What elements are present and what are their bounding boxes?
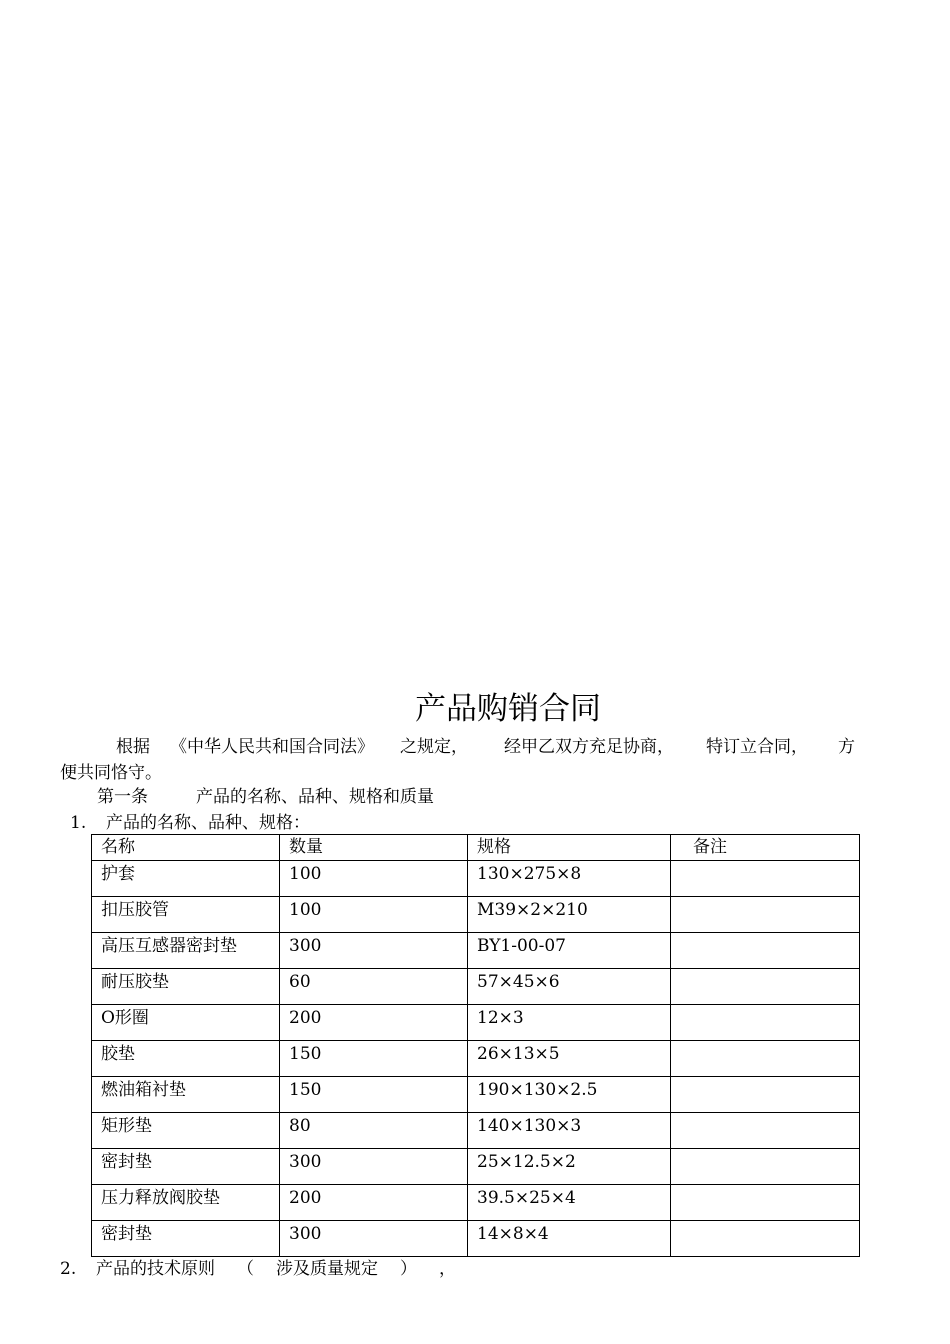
cell-name: 护套 [92, 861, 280, 897]
cell-note [671, 1113, 860, 1149]
cell-note [671, 1077, 860, 1113]
cell-spec: 130×275×8 [468, 861, 671, 897]
cell-spec: 140×130×3 [468, 1113, 671, 1149]
cell-name: 密封垫 [92, 1221, 280, 1257]
cell-name: 胶垫 [92, 1041, 280, 1077]
item-2-comma: ， [439, 1259, 456, 1279]
article-number: 第一条 [97, 787, 148, 807]
cell-quantity: 150 [280, 1041, 468, 1077]
cell-name: 矩形垫 [92, 1113, 280, 1149]
item-2-heading [60, 1256, 456, 1282]
cell-quantity: 150 [280, 1077, 468, 1113]
table-header-row [92, 835, 860, 861]
cell-quantity: 300 [280, 933, 468, 969]
cell-spec: 14×8×4 [468, 1221, 671, 1257]
cell-note [671, 1149, 860, 1185]
cell-quantity: 100 [280, 897, 468, 933]
cell-quantity: 300 [280, 1149, 468, 1185]
table-row [92, 1041, 860, 1077]
cell-spec: BY1-00-07 [468, 933, 671, 969]
intro-paragraph [60, 734, 890, 786]
intro-text-6: 方 [838, 737, 855, 757]
header-note: 备注 [671, 835, 860, 861]
item-1-heading [70, 810, 310, 836]
cell-note [671, 969, 860, 1005]
cell-spec: 25×12.5×2 [468, 1149, 671, 1185]
cell-spec: 26×13×5 [468, 1041, 671, 1077]
intro-text-1: 根据 [116, 737, 150, 757]
cell-note [671, 897, 860, 933]
intro-text-7: 便共同恪守。 [60, 763, 162, 783]
cell-quantity: 60 [280, 969, 468, 1005]
cell-spec: 190×130×2.5 [468, 1077, 671, 1113]
cell-name: 燃油箱衬垫 [92, 1077, 280, 1113]
document-title: 产品购销合同 [415, 691, 601, 727]
table-row [92, 1077, 860, 1113]
item-2-qualifier: 涉及质量规定 [276, 1259, 378, 1279]
table-row [92, 1221, 860, 1257]
table-row [92, 1005, 860, 1041]
cell-note [671, 1185, 860, 1221]
cell-name: 扣压胶管 [92, 897, 280, 933]
item-1-number: 1. [70, 813, 87, 833]
product-spec-table [91, 834, 860, 1257]
intro-law-name: 《中华人民共和国合同法》 [170, 737, 374, 757]
intro-text-4: 经甲乙双方充足协商， [504, 737, 674, 757]
table-row [92, 1149, 860, 1185]
cell-quantity: 200 [280, 1005, 468, 1041]
header-quantity: 数量 [280, 835, 468, 861]
item-2-text: 产品的技术原则 [96, 1259, 215, 1279]
cell-name: 高压互感器密封垫 [92, 933, 280, 969]
cell-spec: 12×3 [468, 1005, 671, 1041]
table-row [92, 861, 860, 897]
item-2-paren-open: （ [237, 1259, 254, 1279]
intro-text-3: 之规定， [400, 737, 468, 757]
cell-spec: M39×2×210 [468, 897, 671, 933]
cell-note [671, 1005, 860, 1041]
intro-text-5: 特订立合同， [706, 737, 808, 757]
header-name: 名称 [92, 835, 280, 861]
cell-name: 压力释放阀胶垫 [92, 1185, 280, 1221]
cell-note [671, 861, 860, 897]
item-2-number: 2. [60, 1259, 77, 1279]
cell-name: O形圈 [92, 1005, 280, 1041]
cell-name: 耐压胶垫 [92, 969, 280, 1005]
header-spec: 规格 [468, 835, 671, 861]
cell-spec: 39.5×25×4 [468, 1185, 671, 1221]
item-2-paren-close: ） [400, 1259, 417, 1279]
table-row [92, 933, 860, 969]
article-1-heading [97, 784, 434, 810]
table-row [92, 1113, 860, 1149]
cell-name: 密封垫 [92, 1149, 280, 1185]
cell-quantity: 300 [280, 1221, 468, 1257]
cell-note [671, 1221, 860, 1257]
cell-note [671, 1041, 860, 1077]
cell-note [671, 933, 860, 969]
table-row [92, 897, 860, 933]
cell-spec: 57×45×6 [468, 969, 671, 1005]
cell-quantity: 80 [280, 1113, 468, 1149]
cell-quantity: 200 [280, 1185, 468, 1221]
table-row [92, 969, 860, 1005]
table-row [92, 1185, 860, 1221]
cell-quantity: 100 [280, 861, 468, 897]
item-1-text: 产品的名称、品种、规格： [106, 813, 310, 833]
article-title: 产品的名称、品种、规格和质量 [196, 787, 434, 807]
